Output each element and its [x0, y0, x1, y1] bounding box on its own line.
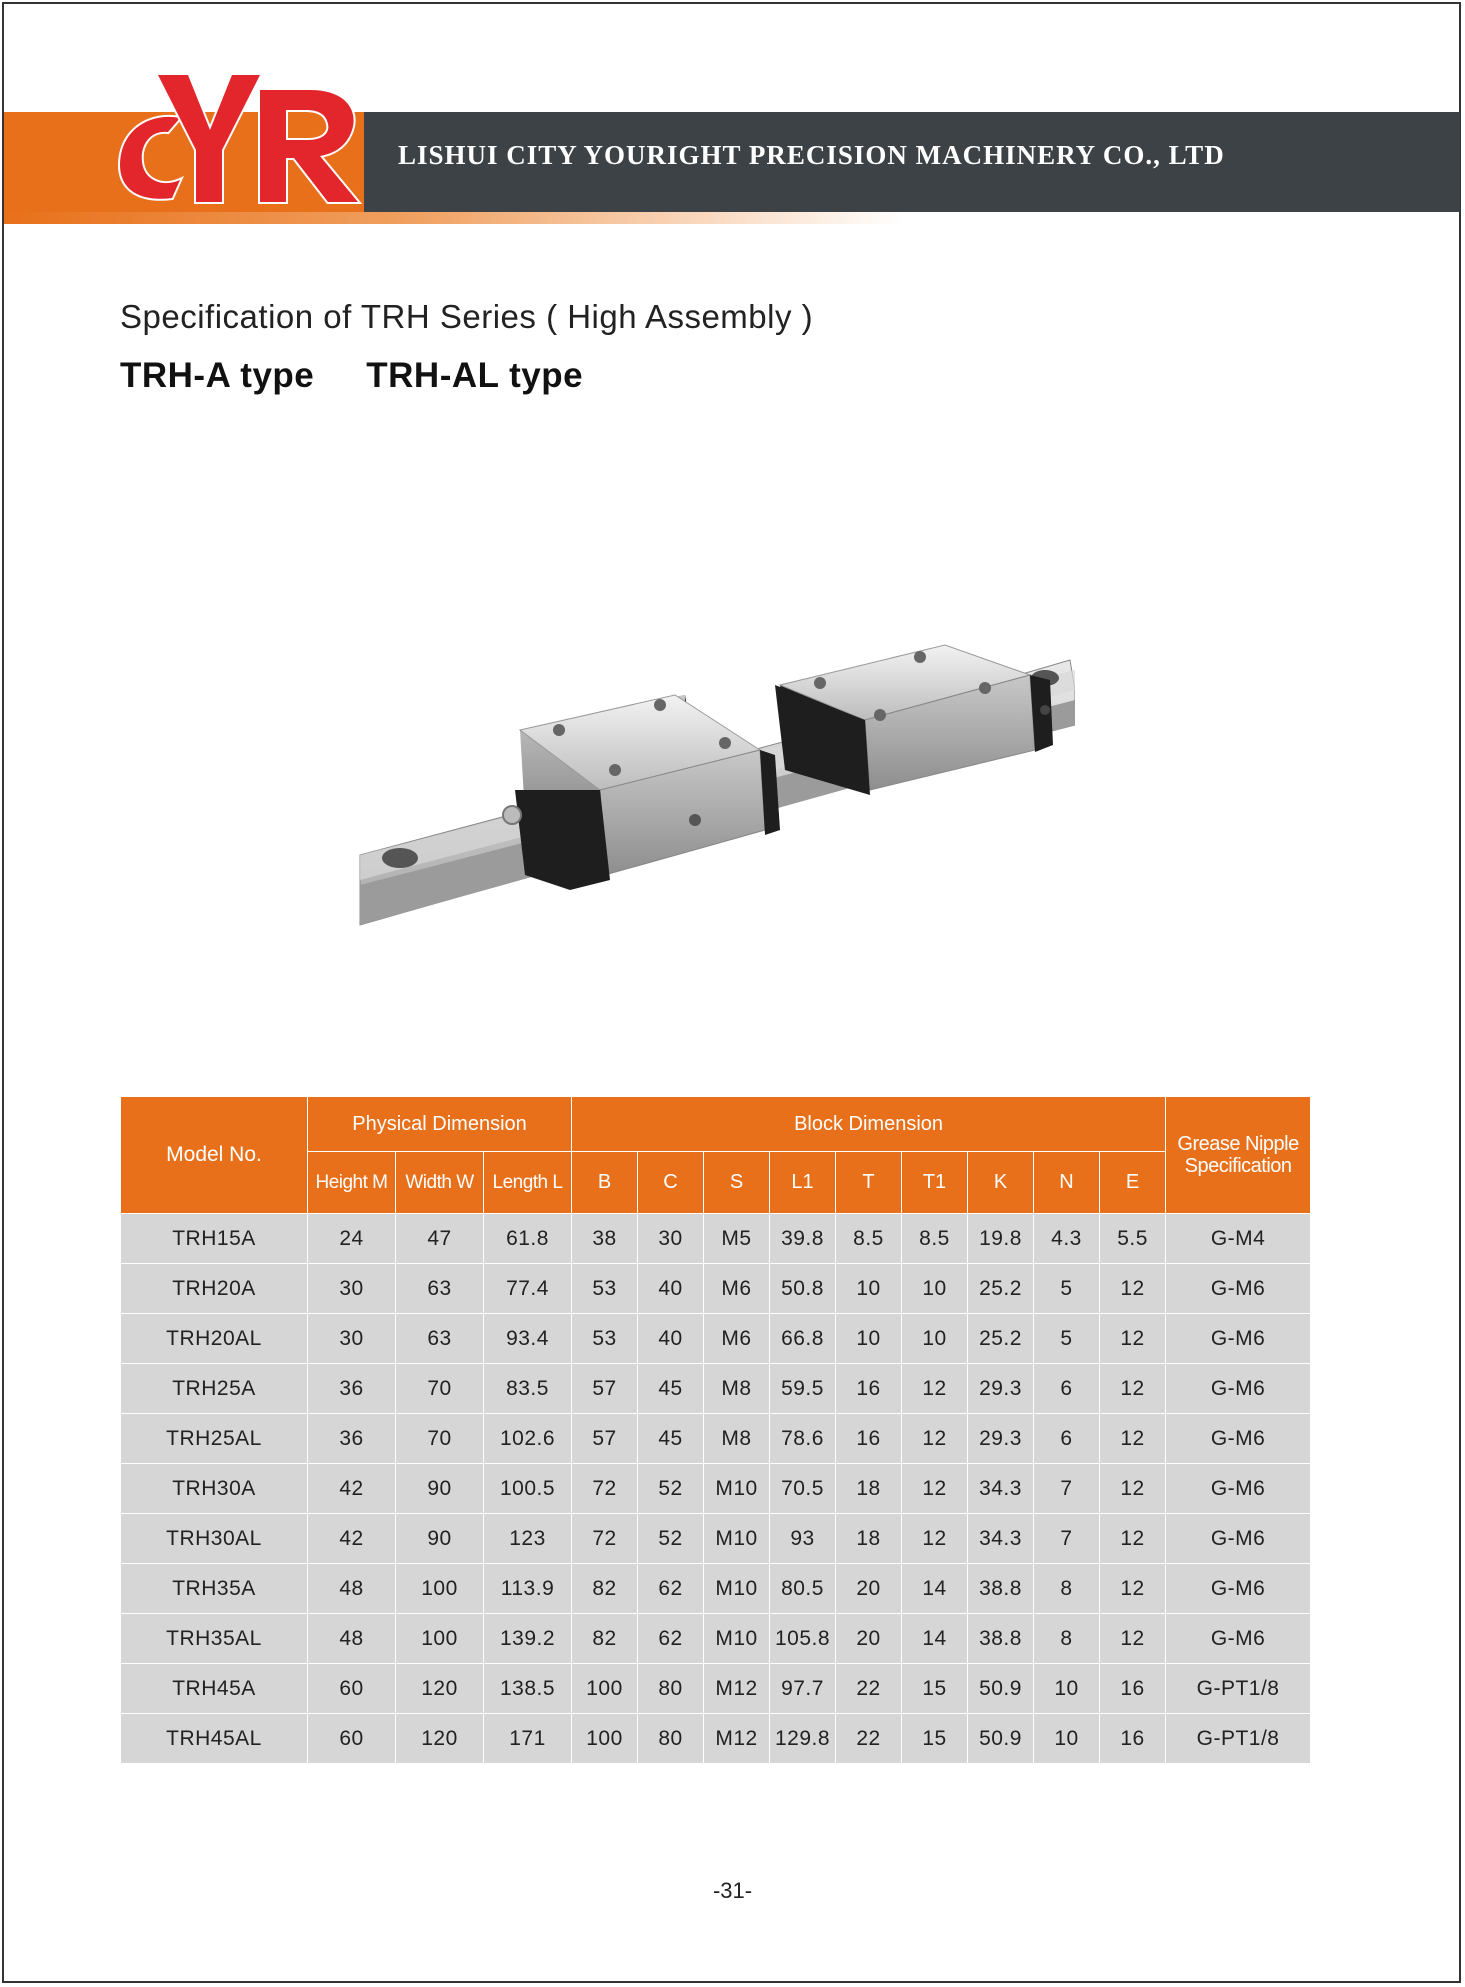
cell-c: 80 — [638, 1714, 704, 1764]
cell-l1: 66.8 — [770, 1314, 836, 1364]
header-t: T — [836, 1152, 902, 1214]
cell-grease-nipple: G-M6 — [1166, 1514, 1311, 1564]
cell-c: 45 — [638, 1364, 704, 1414]
cell-c: 52 — [638, 1464, 704, 1514]
cell-height-m: 36 — [308, 1414, 396, 1464]
cell-c: 45 — [638, 1414, 704, 1464]
cell-t: 20 — [836, 1614, 902, 1664]
cell-t: 18 — [836, 1464, 902, 1514]
cell-e: 16 — [1100, 1714, 1166, 1764]
cell-e: 12 — [1100, 1364, 1166, 1414]
cell-b: 57 — [572, 1414, 638, 1464]
cell-length-l: 93.4 — [484, 1314, 572, 1364]
cell-t1: 12 — [902, 1514, 968, 1564]
cell-model: TRH35AL — [121, 1614, 308, 1664]
cell-length-l: 83.5 — [484, 1364, 572, 1414]
table-row — [121, 1664, 1311, 1714]
header-s: S — [704, 1152, 770, 1214]
table-row — [121, 1214, 1311, 1264]
cell-grease-nipple: G-PT1/8 — [1166, 1714, 1311, 1764]
cell-s: M6 — [704, 1314, 770, 1364]
cell-k: 34.3 — [968, 1464, 1034, 1514]
header-model-no: Model No. — [121, 1097, 308, 1214]
cell-t1: 15 — [902, 1664, 968, 1714]
cell-s: M8 — [704, 1414, 770, 1464]
cell-b: 100 — [572, 1714, 638, 1764]
cell-height-m: 60 — [308, 1714, 396, 1764]
cell-grease-nipple: G-M6 — [1166, 1314, 1311, 1364]
cell-n: 5 — [1034, 1264, 1100, 1314]
cell-c: 40 — [638, 1314, 704, 1364]
cell-l1: 97.7 — [770, 1664, 836, 1714]
cell-t: 10 — [836, 1314, 902, 1364]
cell-n: 6 — [1034, 1414, 1100, 1464]
cell-height-m: 60 — [308, 1664, 396, 1714]
cell-length-l: 77.4 — [484, 1264, 572, 1314]
cell-k: 19.8 — [968, 1214, 1034, 1264]
table-row — [121, 1414, 1311, 1464]
header-c: C — [638, 1152, 704, 1214]
cell-height-m: 24 — [308, 1214, 396, 1264]
cell-n: 6 — [1034, 1364, 1100, 1414]
cell-n: 10 — [1034, 1714, 1100, 1764]
cell-t: 22 — [836, 1664, 902, 1714]
cell-e: 12 — [1100, 1514, 1166, 1564]
cell-length-l: 138.5 — [484, 1664, 572, 1714]
cell-height-m: 48 — [308, 1614, 396, 1664]
cell-l1: 39.8 — [770, 1214, 836, 1264]
cell-t: 8.5 — [836, 1214, 902, 1264]
cell-t1: 12 — [902, 1464, 968, 1514]
cell-k: 38.8 — [968, 1564, 1034, 1614]
cell-length-l: 113.9 — [484, 1564, 572, 1614]
cell-t1: 14 — [902, 1564, 968, 1614]
cell-t: 18 — [836, 1514, 902, 1564]
cell-width-w: 120 — [396, 1664, 484, 1714]
cell-l1: 59.5 — [770, 1364, 836, 1414]
header-l1: L1 — [770, 1152, 836, 1214]
type-a-label: TRH-A type — [120, 356, 315, 395]
cell-l1: 70.5 — [770, 1464, 836, 1514]
cell-k: 29.3 — [968, 1414, 1034, 1464]
cell-width-w: 100 — [396, 1614, 484, 1664]
cell-t: 16 — [836, 1414, 902, 1464]
cell-b: 53 — [572, 1314, 638, 1364]
cell-c: 30 — [638, 1214, 704, 1264]
cell-e: 12 — [1100, 1314, 1166, 1364]
cell-c: 62 — [638, 1614, 704, 1664]
cell-n: 7 — [1034, 1464, 1100, 1514]
cell-n: 5 — [1034, 1314, 1100, 1364]
cell-height-m: 30 — [308, 1264, 396, 1314]
cell-s: M6 — [704, 1264, 770, 1314]
cell-length-l: 123 — [484, 1514, 572, 1564]
cell-width-w: 90 — [396, 1514, 484, 1564]
cell-k: 29.3 — [968, 1364, 1034, 1414]
cell-length-l: 100.5 — [484, 1464, 572, 1514]
cell-e: 16 — [1100, 1664, 1166, 1714]
header-width-w: Width W — [396, 1152, 484, 1214]
cell-height-m: 42 — [308, 1514, 396, 1564]
cell-b: 82 — [572, 1564, 638, 1614]
header-t1: T1 — [902, 1152, 968, 1214]
cell-t1: 8.5 — [902, 1214, 968, 1264]
cell-height-m: 48 — [308, 1564, 396, 1614]
cell-width-w: 120 — [396, 1714, 484, 1764]
cell-k: 25.2 — [968, 1264, 1034, 1314]
cell-model: TRH15A — [121, 1214, 308, 1264]
header-e: E — [1100, 1152, 1166, 1214]
cell-width-w: 100 — [396, 1564, 484, 1614]
cell-c: 52 — [638, 1514, 704, 1564]
cell-t: 20 — [836, 1564, 902, 1614]
cell-k: 38.8 — [968, 1614, 1034, 1664]
cell-n: 10 — [1034, 1664, 1100, 1714]
cell-e: 12 — [1100, 1464, 1166, 1514]
cell-model: TRH45AL — [121, 1714, 308, 1764]
cell-grease-nipple: G-M6 — [1166, 1414, 1311, 1464]
cell-length-l: 139.2 — [484, 1614, 572, 1664]
cell-width-w: 90 — [396, 1464, 484, 1514]
cell-t: 22 — [836, 1714, 902, 1764]
cell-grease-nipple: G-M4 — [1166, 1214, 1311, 1264]
cell-e: 5.5 — [1100, 1214, 1166, 1264]
cell-b: 72 — [572, 1464, 638, 1514]
cell-height-m: 30 — [308, 1314, 396, 1364]
header-physical-dimension: Physical Dimension — [308, 1097, 572, 1152]
cell-s: M5 — [704, 1214, 770, 1264]
table-row — [121, 1614, 1311, 1664]
cell-b: 82 — [572, 1614, 638, 1664]
cell-t1: 10 — [902, 1264, 968, 1314]
cell-t1: 12 — [902, 1364, 968, 1414]
cell-s: M10 — [704, 1514, 770, 1564]
cell-grease-nipple: G-M6 — [1166, 1364, 1311, 1414]
company-logo — [110, 70, 380, 220]
cell-s: M12 — [704, 1664, 770, 1714]
cell-n: 8 — [1034, 1614, 1100, 1664]
cell-l1: 93 — [770, 1514, 836, 1564]
cell-model: TRH35A — [121, 1564, 308, 1614]
cell-model: TRH45A — [121, 1664, 308, 1714]
cell-c: 40 — [638, 1264, 704, 1314]
header-n: N — [1034, 1152, 1100, 1214]
cell-width-w: 63 — [396, 1314, 484, 1364]
type-al-label: TRH-AL type — [366, 356, 584, 395]
page-number: -31- — [712, 1878, 753, 1903]
cell-length-l: 171 — [484, 1714, 572, 1764]
cell-model: TRH25A — [121, 1364, 308, 1414]
cell-model: TRH20A — [121, 1264, 308, 1314]
cell-c: 80 — [638, 1664, 704, 1714]
cell-model: TRH25AL — [121, 1414, 308, 1464]
cell-e: 12 — [1100, 1614, 1166, 1664]
table-row — [121, 1564, 1311, 1614]
cell-l1: 105.8 — [770, 1614, 836, 1664]
cell-l1: 80.5 — [770, 1564, 836, 1614]
cell-model: TRH30A — [121, 1464, 308, 1514]
cell-s: M8 — [704, 1364, 770, 1414]
cell-k: 25.2 — [968, 1314, 1034, 1364]
cell-s: M12 — [704, 1714, 770, 1764]
cell-t1: 14 — [902, 1614, 968, 1664]
cell-s: M10 — [704, 1564, 770, 1614]
header-b: B — [572, 1152, 638, 1214]
cell-b: 57 — [572, 1364, 638, 1414]
company-name: LISHUI CITY YOURIGHT PRECISION MACHINERY CO., LTD — [398, 140, 1225, 170]
table-row — [121, 1464, 1311, 1514]
type-labels — [120, 356, 635, 396]
cell-height-m: 42 — [308, 1464, 396, 1514]
page-title: Specification of TRH Series ( High Assembly ) — [120, 298, 814, 335]
cell-model: TRH20AL — [121, 1314, 308, 1364]
cell-t: 10 — [836, 1264, 902, 1314]
product-image — [355, 630, 1075, 930]
cell-e: 12 — [1100, 1414, 1166, 1464]
cell-b: 53 — [572, 1264, 638, 1314]
table-row — [121, 1714, 1311, 1764]
cell-b: 100 — [572, 1664, 638, 1714]
cell-s: M10 — [704, 1614, 770, 1664]
header-grease-nipple: Grease Nipple Specification — [1166, 1097, 1311, 1214]
cell-width-w: 63 — [396, 1264, 484, 1314]
specification-table — [120, 1096, 1311, 1764]
table-row — [121, 1514, 1311, 1564]
cell-n: 4.3 — [1034, 1214, 1100, 1264]
cell-n: 7 — [1034, 1514, 1100, 1564]
cell-width-w: 47 — [396, 1214, 484, 1264]
cell-grease-nipple: G-M6 — [1166, 1564, 1311, 1614]
table-row — [121, 1364, 1311, 1414]
cell-width-w: 70 — [396, 1364, 484, 1414]
cell-n: 8 — [1034, 1564, 1100, 1614]
cell-k: 50.9 — [968, 1714, 1034, 1764]
table-row — [121, 1264, 1311, 1314]
cell-e: 12 — [1100, 1564, 1166, 1614]
cell-length-l: 102.6 — [484, 1414, 572, 1464]
header-block-dimension: Block Dimension — [572, 1097, 1166, 1152]
header-height-m: Height M — [308, 1152, 396, 1214]
cell-t: 16 — [836, 1364, 902, 1414]
header-k: K — [968, 1152, 1034, 1214]
cell-grease-nipple: G-M6 — [1166, 1614, 1311, 1664]
cell-l1: 78.6 — [770, 1414, 836, 1464]
cell-height-m: 36 — [308, 1364, 396, 1414]
cell-t1: 12 — [902, 1414, 968, 1464]
cell-k: 50.9 — [968, 1664, 1034, 1714]
cell-e: 12 — [1100, 1264, 1166, 1314]
cell-c: 62 — [638, 1564, 704, 1614]
cell-model: TRH30AL — [121, 1514, 308, 1564]
table-header-row-groups — [121, 1097, 1311, 1152]
cell-t1: 10 — [902, 1314, 968, 1364]
cell-l1: 50.8 — [770, 1264, 836, 1314]
cell-width-w: 70 — [396, 1414, 484, 1464]
cell-length-l: 61.8 — [484, 1214, 572, 1264]
cell-s: M10 — [704, 1464, 770, 1514]
cell-grease-nipple: G-M6 — [1166, 1464, 1311, 1514]
cell-b: 38 — [572, 1214, 638, 1264]
header-length-l: Length L — [484, 1152, 572, 1214]
cell-l1: 129.8 — [770, 1714, 836, 1764]
cell-t1: 15 — [902, 1714, 968, 1764]
cell-grease-nipple: G-M6 — [1166, 1264, 1311, 1314]
cell-k: 34.3 — [968, 1514, 1034, 1564]
cell-b: 72 — [572, 1514, 638, 1564]
table-row — [121, 1314, 1311, 1364]
cell-grease-nipple: G-PT1/8 — [1166, 1664, 1311, 1714]
